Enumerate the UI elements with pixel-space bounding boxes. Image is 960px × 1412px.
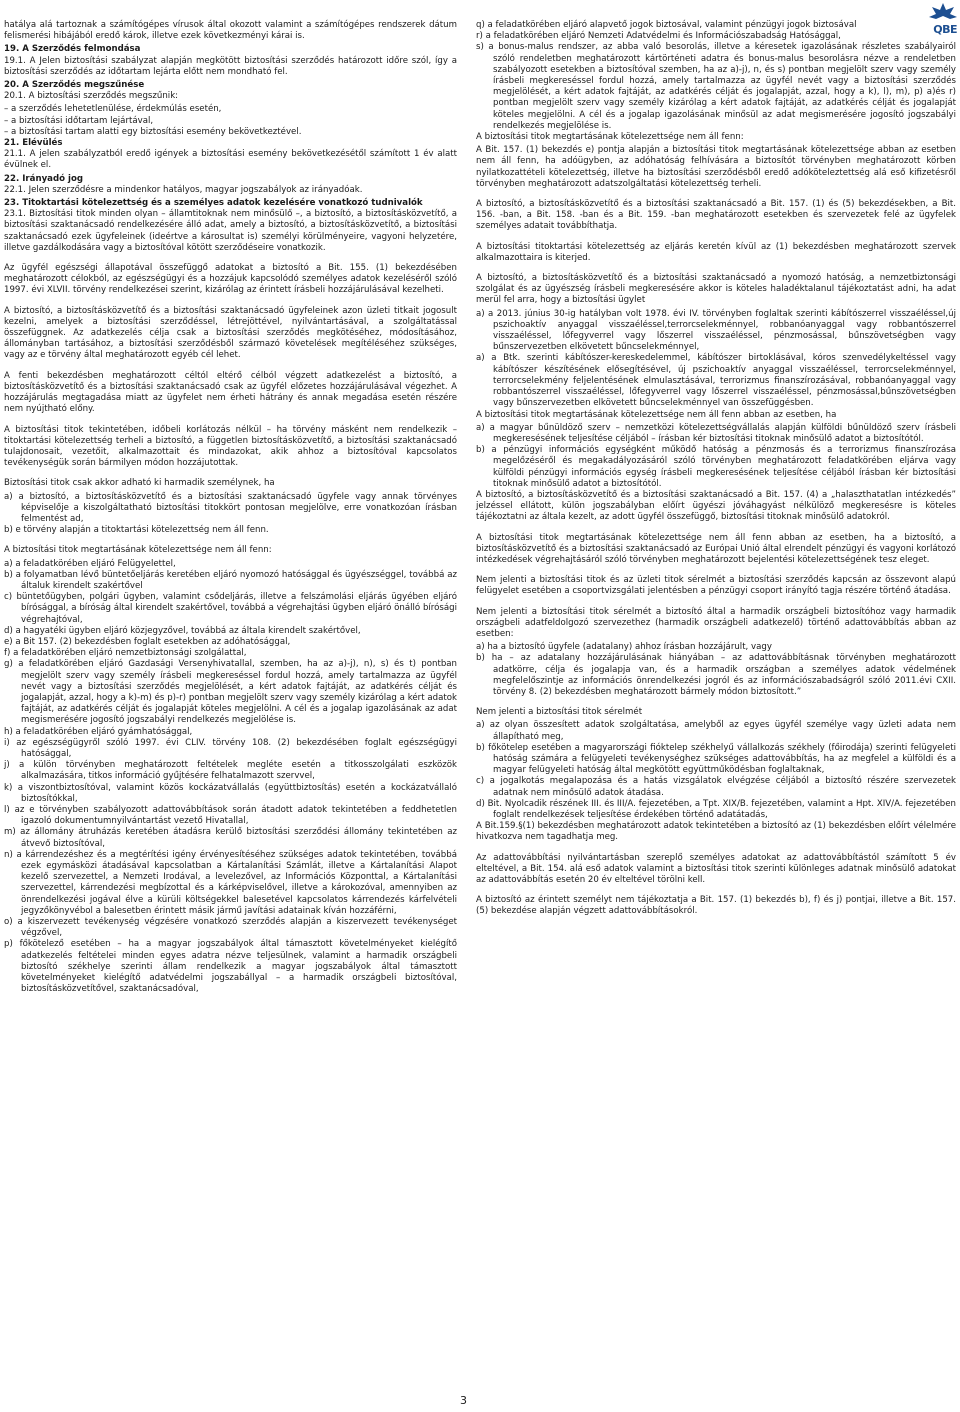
list-item: c) a jogalkotás megalapozása és a hatás vizsgálatok elvégzése céljából a biztosító részére szervezetek adatnak nem minősülő adatok átadása.: [476, 776, 956, 798]
list-item: a) a 2013. június 30-ig hatályban volt 1978. évi IV. törvényben foglaltak szerinti kábítószerrel visszaéléssel,új pszichoaktív anyaggal visszaéléssel,terrorcselekménnyel, robbanóanyaggal vagy robbantószerrel visszaéléssel, lőfegyverrel vagy lőszerrel visszaéléssel, pénzmosással, bűnszövetségben vagy bűnszervezetben elkövetett bűncselekménnyel,: [476, 308, 956, 353]
paragraph: Az ügyfél egészségi állapotával összefüggő adatokat a biztosító a Bit. 155. (1) bekezdésében meghatározott célokból, az egészségügyi és a hozzájuk kapcsolódó személyes adatok kezeléséről szóló 1997. évi XLVII. törvény rendelkezései szerint, kizárólag az érintett írásbeli hozzájárulásával kezelheti.: [4, 263, 457, 296]
paragraph: Nem jelenti a biztosítási titok sérelmét a biztosító által a harmadik országbeli biztosítóhoz vagy harmadik országbeli adatfeldolgozó szervezethez (harmadik országbeli adatkezelő) történő adattovábbítás abban az esetben:: [476, 606, 956, 639]
paragraph: A biztosító, a biztosításközvetítő és a biztosítási szaktanácsadó a Bit. 157. (4) a „halaszthatatlan intézkedés” jelzéssel ellátott, külön jogszabályban előírt ügyészi jóváhagyást nélkülöző megkeresésre is köteles tájékoztatni az általa kezelt, az adott ügyfél összefüggő, biztosítási titoknak minősülő adatokról.: [476, 489, 956, 523]
paragraph: 22.1. Jelen szerződésre a mindenkor hatályos, magyar jogszabályok az irányadóak.: [4, 184, 363, 195]
list-item: b) a folyamatban lévő büntetőeljárás keretében eljáró nyomozó hatósággal és ügyészséggel, továbbá az általuk kirendelt szakértővel: [4, 569, 457, 591]
section-heading: 22. Irányadó jog: [4, 173, 84, 184]
list-item: g) a feladatkörében eljáró Gazdasági Versenyhivatallal, szemben, ha az a)-j), n), s) és t) pontban megjelölt szerv vagy személy írásbeli megkereséssel fordul hozzá, amely tartalmazza az ügyfél nevét vagy a biztosítási szerződés megjelölését, a kért adatok fajtáját, az adatkérés célját és jogalapját, azzal, hogy a k)-m) és p)-r) pontban megjelölt szerv vagy személy kizárólag a kért adatok fajtáját, az adatkérés célját és jogalapját köteles megjelölni. A cél és a jogalap igazolásának az adat megismerésére jogosító jogszabályi rendelkezés megjelölése is.: [4, 659, 457, 726]
left-column: [4, 20, 457, 995]
paragraph: A Bit.159.§(1) bekezdésben meghatározott adatok tekintetében a biztosító az (1) bekezdésben előírt vélelmére hivatkozva nem tagadhatja meg.: [476, 821, 956, 843]
list-item: r) a feladatkörében eljáró Nemzeti Adatvédelmi és Információszabadság Hatósággal,: [476, 31, 841, 42]
paragraph: hatálya alá tartoznak a számítógépes vírusok által okozott valamint a számítógépes rendszerek dátum felismerési hibájából eredő károk, illetve ezek következményi kárai is.: [4, 20, 457, 42]
list-item: s) a bonus-malus rendszer, az abba való besorolás, illetve a kéresetek igazolásának részletes szabályairól szóló rendeletben meghatározott kártörténeti adatra és bonus-malus besorolásra nézve a rendeletben szabályozott esetekben a biztosítóval szemben, ha az a)-j), n, és s) pontban megjelölt szerv vagy személy írásbeli megkereséssel fordul hozzá, amely tartalmazza az ügyfél nevét vagy a biztosítási szerződés megjelölését, a kért adatok fajtáját, az adatkérés célját és jogalapját, azzal, hogy a k), l), m), p) a)és r) pontban megjelölt szerv vagy személy kizárólag a kért adatok fajtáját, az adatkérés célját és jogalapját köteles megjelölni. A cél és a jogalap igazolásának minősül az adat megismerésére jogosító jogszabályi rendelkezés megjelölése is.: [476, 42, 956, 131]
list-item: f) a feladatkörében eljáró nemzetbiztonsági szolgálattal,: [4, 648, 247, 659]
right-column: [476, 20, 956, 920]
page-number: 3: [460, 1394, 467, 1407]
paragraph: A biztosító, a biztosításközvetítő és a biztosítási szaktanácsadó ügyfeleinek azon üzleti titkait jogosult kezelni, amelyek a biztosítási szerződéssel, létrejöttével, nyilvántartásával, a szolgáltatással összefüggnek. Az adatkezelés célja csak a biztosítási szerződés megkötéséhez, módosításához, állományban tartásához, a biztosítási szerződésből származó követelések megítéléséhez szükséges, vagy az e törvény által meghatározott egyéb cél lehet.: [4, 305, 457, 361]
paragraph: A Bit. 157. (1) bekezdés e) pontja alapján a biztosítási titok megtartásának kötelezettsége abban az esetben nem áll fenn, ha adóügyben, az adóhatóság felhívására a biztosítót törvényben meghatározott körben nyilatkozattételi kötelezettség, illetve ha biztosítási szerződésből eredő adóköteleztettség alá eső kifizetésről törvényben meghatározott adatszolgáltatási kötelezettség terheli.: [476, 145, 956, 189]
section-heading: 19. A Szerződés felmondása: [4, 44, 141, 55]
list-item: k) a viszontbiztosítóval, valamint közös kockázatvállalás (együttbiztosítás) esetén a kockázatvállaló biztosítókkal,: [4, 782, 457, 804]
list-item: d) a hagyatéki ügyben eljáró közjegyzővel, továbbá az általa kirendelt szakértővel,: [4, 625, 361, 636]
dash-item: – a szerződés lehetetlenülése, érdekmúlás esetén,: [4, 104, 222, 115]
list-item: h) a feladatkörében eljáró gyámhatósággal,: [4, 726, 193, 737]
list-item: b) ha – az adatalany hozzájárulásának hiányában – az adattovábbításnak törvényben meghatározott adatkörre, célja és jogalapja van, és a harmadik országban a személyes adatok védelmének megfelelőszintje az információs önrendelkezési jogról és az információszabadságról szóló 2011.évi CXII. törvény 8. (2) bekezdésben meghatározott bármely módon biztosított.”: [476, 653, 956, 697]
section-heading: 20. A Szerződés megszűnése: [4, 80, 145, 91]
paragraph: 23.1. Biztosítási titok minden olyan – államtitoknak nem minősülő –, a biztosító, a biztosításközvetítő, a biztosítási szaktanácsadó rendelkezésére álló adat, amely a biztosító, a biztosításközvetítő, a biztosítási szaktanácsadó ezek ügyfeleinek (ideértve a károsultat is) személyi körülményeire, vagyoni helyzetére, illetve gazdálkodására vagy a biztosítóval kötött szerződéseire vonatkozik.: [4, 209, 457, 253]
list-item: b) főkötelep esetében a magyarországi fióktelep székhelyű vállalkozás székhely (főirodája) szerinti felügyeleti hatóság számára a felügyeleti tevékenységhez szükséges adattovábbítás, ha az megfelel a külföldi és a magyar felügyeleti hatóság által megkötött együttműködésban foglaltaknak,: [476, 742, 956, 776]
list-item: a) a magyar bűnüldöző szerv – nemzetközi kötelezettségvállalás alapján külföldi bűnüldöző szerv írásbeli megkeresésének teljesítése céljából – írásban kér biztosítási titoknak minősülő adatot a biztosítótól.: [476, 422, 956, 444]
list-item: q) a feladatkörében eljáró alapvető jogok biztosával, valamint pénzügyi jogok biztosával: [476, 20, 857, 30]
paragraph: A biztosítási titok megtartásának kötelezettsége nem áll fenn:: [476, 132, 744, 143]
paragraph: A biztosító, a biztosításközvetítő és a biztosítási szaktanácsadó a nyomozó hatóság, a nemzetbiztonsági szolgálat és az ügyészség írásbeli megkeresésére akkor is köteles haladéktalanul tájékoztatást adni, ha adat merül fel arra, hogy a biztosítási ügylet: [476, 273, 956, 306]
brand-name: QBE: [933, 23, 957, 36]
list-item: o) a kiszervezett tevékenység végzésére vonatkozó szerződés alapján a kiszervezett tevékenységet végzővel,: [4, 917, 457, 939]
list-item: b) a pénzügyi információs egységként működő hatóság a pénzmosás és a terrorizmus finanszírozása megelőzéséről és megakadályozásáról szóló törvényben meghatározott feladatkörében eljárva vagy külföldi pénzügyi információs egység írásbeli megkeresésének teljesítése céljából írásban kér biztosítási titoknak minősülő adatot a biztosítótól.: [476, 445, 956, 489]
section-heading: 21. Elévülés: [4, 138, 63, 149]
paragraph: A biztosító, a biztosításközvetítő és a biztosítási szaktanácsadó a Bit. 157. (1) és (5) bekezdésekben, a Bit. 156. -ban, a Bit. 158. -ban és a Bit. 159. -ban meghatározott esetekben és szervezetek felé az ügyfelek személyes adatait továbbíthatja.: [476, 199, 956, 232]
list-item: a) a biztosító, a biztosításközvetítő és a biztosítási szaktanácsadó ügyfele vagy annak törvényes képviselője a kiszolgáltatható biztosítási titokkört pontosan megjelölve, erre vonatkozóan írásban felmentést ad,: [4, 491, 457, 524]
list-item: n) a kárrendezéshez és a megtérítési igény érvényesítéséhez szükséges adatok tekintetében, továbbá ezek egymásközi átadásával kapcsolatban a Kártalanítási Számlát, illetve a Kártalanítási Alapot kezelő szervezettel, a Nemzeti Irodával, a levelezővel, az Információs Központtal, a Kártalanítási szervezettel, kárrendezési megbízottal és a kárképviselővel, illetve a károkozóval, amennyiben az önrendelkezési jogával élve a kürüli költségekkel balesetével kapcsolatos kárrendezés kárfelvételi jegyzőkönyvébol a balesetben érintett másik jármű javítási adatainak kíván hozzáférni,: [4, 849, 457, 916]
paragraph: 20.1. A biztosítási szerződés megszűnik:: [4, 91, 179, 102]
list-item: b) e törvény alapján a titoktartási kötelezettség nem áll fenn.: [4, 525, 269, 536]
paragraph: Nem jelenti a biztosítási titok sérelmét: [476, 707, 643, 718]
paragraph: A biztosító az érintett személyt nem tájékoztatja a Bit. 157. (1) bekezdés b), f) és j) pontjai, illetve a Bit. 157. (5) bekezdése alapján végzett adattovábbításokról.: [476, 895, 956, 917]
list-item: a) a Btk. szerinti kábítószer-kereskedelemmel, kábítószer birtoklásával, kóros szenvedélykeltéssel vagy kábítószer készítésének elősegítésével, új pszichoaktív anyaggal visszaéléssel, terrorcselekménnyel, terrorcselekmény feljelentésének elmulasztásával, terrorizmus finanszírozásával, robbanóanyaggal vagy robbantószerrel visszaéléssel, lőfegyverrel vagy lőszerrel visszaéléssel, pénzmosással,bűnszövetségben vagy bűnszervezetben elkövetett bűncselekménnyel van összefüggésben.: [476, 353, 956, 409]
list-item: p) főkötelező esetében – ha a magyar jogszabályok által támasztott követelményeket kielégítő adatkezelés feltételei minden egyes adatra nézve teljesülnek, valamint a harmadik országbeli biztosító székhelye szerinti állam rendelkezik a magyar jogszabályok által támasztott követelményeket kielégítő adatvédelmi jogszabállyal – a harmadik országbeli biztosítóval, biztosításközvetítővel, szaktanácsadóval,: [4, 939, 457, 995]
paragraph: A fenti bekezdésben meghatározott céltól eltérő célból végzett adatkezelést a biztosító, a biztosításközvetítő és a biztosítási szaktanácsadó csak az ügyfél előzetes hozzájárulásával végezhet. A hozzájárulás megtagadása miatt az ügyfelet nem érheti hátrány és annak megadása esetén részére nem nyújtható előny.: [4, 370, 457, 415]
dash-item: – a biztosítási tartam alatti egy biztosítási esemény bekövetkeztével.: [4, 126, 302, 137]
list-item: j) a külön törvényben meghatározott feltételek megléte esetén a titkosszolgálati eszközök alkalmazására, titkos információ gyűjtésére felhatalmazott szervvel,: [4, 760, 457, 782]
paragraph: Nem jelenti a biztosítási titok és az üzleti titok sérelmét a biztosítási szerződés kapcsán az összevont alapú felügyelet esetében a csoportvizsgálati jelentésben a pénzügyi csoport irányító tagja részére történő átadása.: [476, 575, 956, 597]
dash-item: – a biztosítási időtartam lejártával,: [4, 115, 154, 126]
paragraph: A biztosítási titok megtartásának kötelezettsége nem áll fenn abban az esetben, ha a biztosító, a biztosításközvetítő és a biztosítási szaktanácsadó az Európai Unió által elrendelt pénzügyi és vagyoni korlátozó intézkedések végrehajtásáról szóló törvényben meghatározott bejelentési kötelezettségének tesz eleget.: [476, 532, 956, 565]
list-item: a) az olyan összesített adatok szolgáltatása, amelyből az egyes ügyfél személye vagy üzleti adata nem állapítható meg,: [476, 720, 956, 742]
paragraph: A biztosítási titok tekintetében, időbeli korlátozás nélkül – ha törvény másként nem rendelkezik – titoktartási kötelezettség terheli a biztosító, a független biztosításközvetítő, a biztosítási szaktanácsadó tulajdonosait, vezetőit, alkalmazottait és mindazokat, akik ahhoz a biztosítóval kapcsolatos tevékenységük során bármilyen módon hozzájutottak.: [4, 424, 457, 469]
paragraph: A biztosítási titok megtartásának kötelezettsége nem áll fenn:: [4, 545, 272, 556]
paragraph: 19.1. A Jelen biztosítási szabályzat alapján megkötött biztosítási szerződés határozott időre szól, így a biztosítási szerződés az időtartam lejárta előtt nem mondható fel.: [4, 55, 457, 77]
list-item: d) Bit. Nyolcadik részének III. és III/A. fejezetében, a Tpt. XIX/B. fejezetében, valamint a Hpt. XIV/A. fejezetében foglalt rendelkezések teljesítése érdekében történő adatátadás,: [476, 798, 956, 820]
list-item: e) a Bit 157. (2) bekezdésben foglalt esetekben az adóhatósággal,: [4, 636, 291, 647]
paragraph: A biztosítási titok megtartásának kötelezettsége nem áll fenn abban az esetben, ha: [476, 409, 837, 420]
paragraph: Az adattovábbítási nyilvántartásban szereplő személyes adatokat az adattovábbítástól számított 5 év elteltével, a Bit. 154. alá eső adatok valamint a biztosítási titok szerinti különleges adatnak minősülő adatokat az adattovábbítás esetén 20 év elteltével törölni kell.: [476, 852, 956, 886]
list-item: c) büntetőügyben, polgári ügyben, valamint csődeljárás, illetve a felszámolási eljárás ügyében eljáró bírósággal, a bíróság által kirendelt szakértővel, továbbá a végrehajtási ügyben eljáró önálló bírósági végrehajtóval,: [4, 592, 457, 625]
paragraph: Biztosítási titok csak akkor adható ki harmadik személynek, ha: [4, 478, 275, 489]
paragraph: 21.1. A jelen szabályzatból eredő igények a biztosítási esemény bekövetkezésétől számított 1 év alatt évülnek el.: [4, 149, 457, 171]
list-item: m) az állomány átruházás keretében átadásra kerülő biztosítási szerződési állomány tekintetében az átvevő biztosítóval,: [4, 827, 457, 849]
list-item: i) az egészségügyről szóló 1997. évi CLIV. törvény 108. (2) bekezdésében foglalt egészségügyi hatósággal,: [4, 737, 457, 759]
list-item: l) az e törvényben szabályozott adattovábbítások során átadott adatok tekintetében a feddhetetlen igazoló dokumentumnyilvántartást vezető Hivatallal,: [4, 805, 457, 827]
list-item: a) a feladatkörében eljáró Felügyelettel,: [4, 558, 176, 569]
section-heading: 23. Titoktartási kötelezettség és a személyes adatok kezelésére vonatkozó tudnivalók: [4, 198, 423, 209]
list-item: a) ha a biztosító ügyfele (adatalany) ahhoz írásban hozzájárult, vagy: [476, 642, 772, 653]
paragraph: A biztosítási titoktartási kötelezettség az eljárás keretén kívül az (1) bekezdésben meghatározott szervek alkalmazottaira is kiterjed.: [476, 241, 956, 263]
